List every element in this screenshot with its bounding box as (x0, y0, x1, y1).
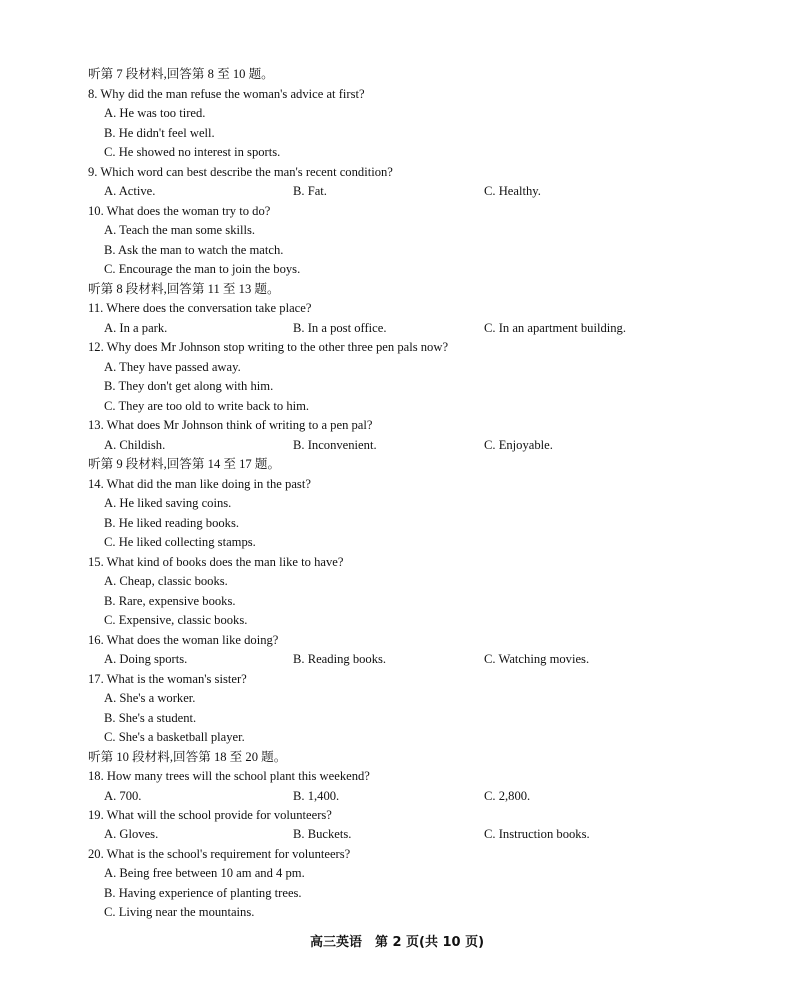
question-stem: 20. What is the school's requirement for volunteers? (88, 847, 351, 861)
option-c: C. Watching movies. (484, 652, 590, 666)
option-b: B. Inconvenient. (293, 438, 377, 452)
option-b: B. They don't get along with him. (104, 379, 274, 393)
question-stem: 10. What does the woman try to do? (88, 204, 271, 218)
option-c: C. Living near the mountains. (104, 905, 255, 919)
option-c: C. Instruction books. (484, 827, 590, 841)
option-a: A. He was too tired. (104, 106, 206, 120)
section-header: 听第 10 段材料,回答第 18 至 20 题。 (88, 750, 287, 764)
option-c: C. 2,800. (484, 789, 531, 803)
option-b: B. Reading books. (293, 652, 387, 666)
option-b: B. He didn't feel well. (104, 126, 215, 140)
option-c: C. Expensive, classic books. (104, 613, 248, 627)
option-b: B. Fat. (293, 184, 327, 198)
question-stem: 12. Why does Mr Johnson stop writing to the other three pen pals now? (88, 340, 449, 354)
question-stem: 19. What will the school provide for volunteers? (88, 808, 332, 822)
question-stem: 14. What did the man like doing in the past? (88, 477, 311, 491)
option-c: C. Encourage the man to join the boys. (104, 262, 301, 276)
question-stem: 16. What does the woman like doing? (88, 633, 279, 647)
option-a: A. Gloves. (104, 827, 159, 841)
option-b: B. Ask the man to watch the match. (104, 243, 284, 257)
option-a: A. Being free between 10 am and 4 pm. (104, 866, 305, 880)
section-header: 听第 9 段材料,回答第 14 至 17 题。 (88, 457, 281, 471)
option-a: A. He liked saving coins. (104, 496, 232, 510)
option-b: B. 1,400. (293, 789, 340, 803)
option-a: A. 700. (104, 789, 142, 803)
option-c: C. She's a basketball player. (104, 730, 245, 744)
option-b: B. Buckets. (293, 827, 352, 841)
question-stem: 15. What kind of books does the man like to have? (88, 555, 344, 569)
option-a: A. She's a worker. (104, 691, 196, 705)
option-b: B. She's a student. (104, 711, 197, 725)
option-c: C. Healthy. (484, 184, 541, 198)
option-b: B. He liked reading books. (104, 516, 240, 530)
option-a: A. Cheap, classic books. (104, 574, 228, 588)
option-c: C. They are too old to write back to him. (104, 399, 310, 413)
option-a: A. Active. (104, 184, 156, 198)
question-stem: 18. How many trees will the school plant this weekend? (88, 769, 370, 783)
option-b: B. Rare, expensive books. (104, 594, 236, 608)
option-a: A. In a park. (104, 321, 168, 335)
section-header: 听第 7 段材料,回答第 8 至 10 题。 (88, 67, 274, 81)
option-a: A. Teach the man some skills. (104, 223, 256, 237)
option-a: A. Childish. (104, 438, 166, 452)
option-b: B. Having experience of planting trees. (104, 886, 302, 900)
option-c: C. In an apartment building. (484, 321, 626, 335)
option-c: C. He liked collecting stamps. (104, 535, 256, 549)
page-footer: 高三英语 第 2 页(共 10 页) (309, 935, 485, 950)
option-c: C. Enjoyable. (484, 438, 553, 452)
question-stem: 9. Which word can best describe the man's recent condition? (88, 165, 393, 179)
option-b: B. In a post office. (293, 321, 387, 335)
question-stem: 8. Why did the man refuse the woman's advice at first? (88, 87, 365, 101)
option-a: A. They have passed away. (104, 360, 241, 374)
option-c: C. He showed no interest in sports. (104, 145, 281, 159)
option-a: A. Doing sports. (104, 652, 188, 666)
section-header: 听第 8 段材料,回答第 11 至 13 题。 (88, 282, 280, 296)
question-stem: 17. What is the woman's sister? (88, 672, 247, 686)
question-stem: 13. What does Mr Johnson think of writing to a pen pal? (88, 418, 373, 432)
question-stem: 11. Where does the conversation take place? (88, 301, 312, 315)
